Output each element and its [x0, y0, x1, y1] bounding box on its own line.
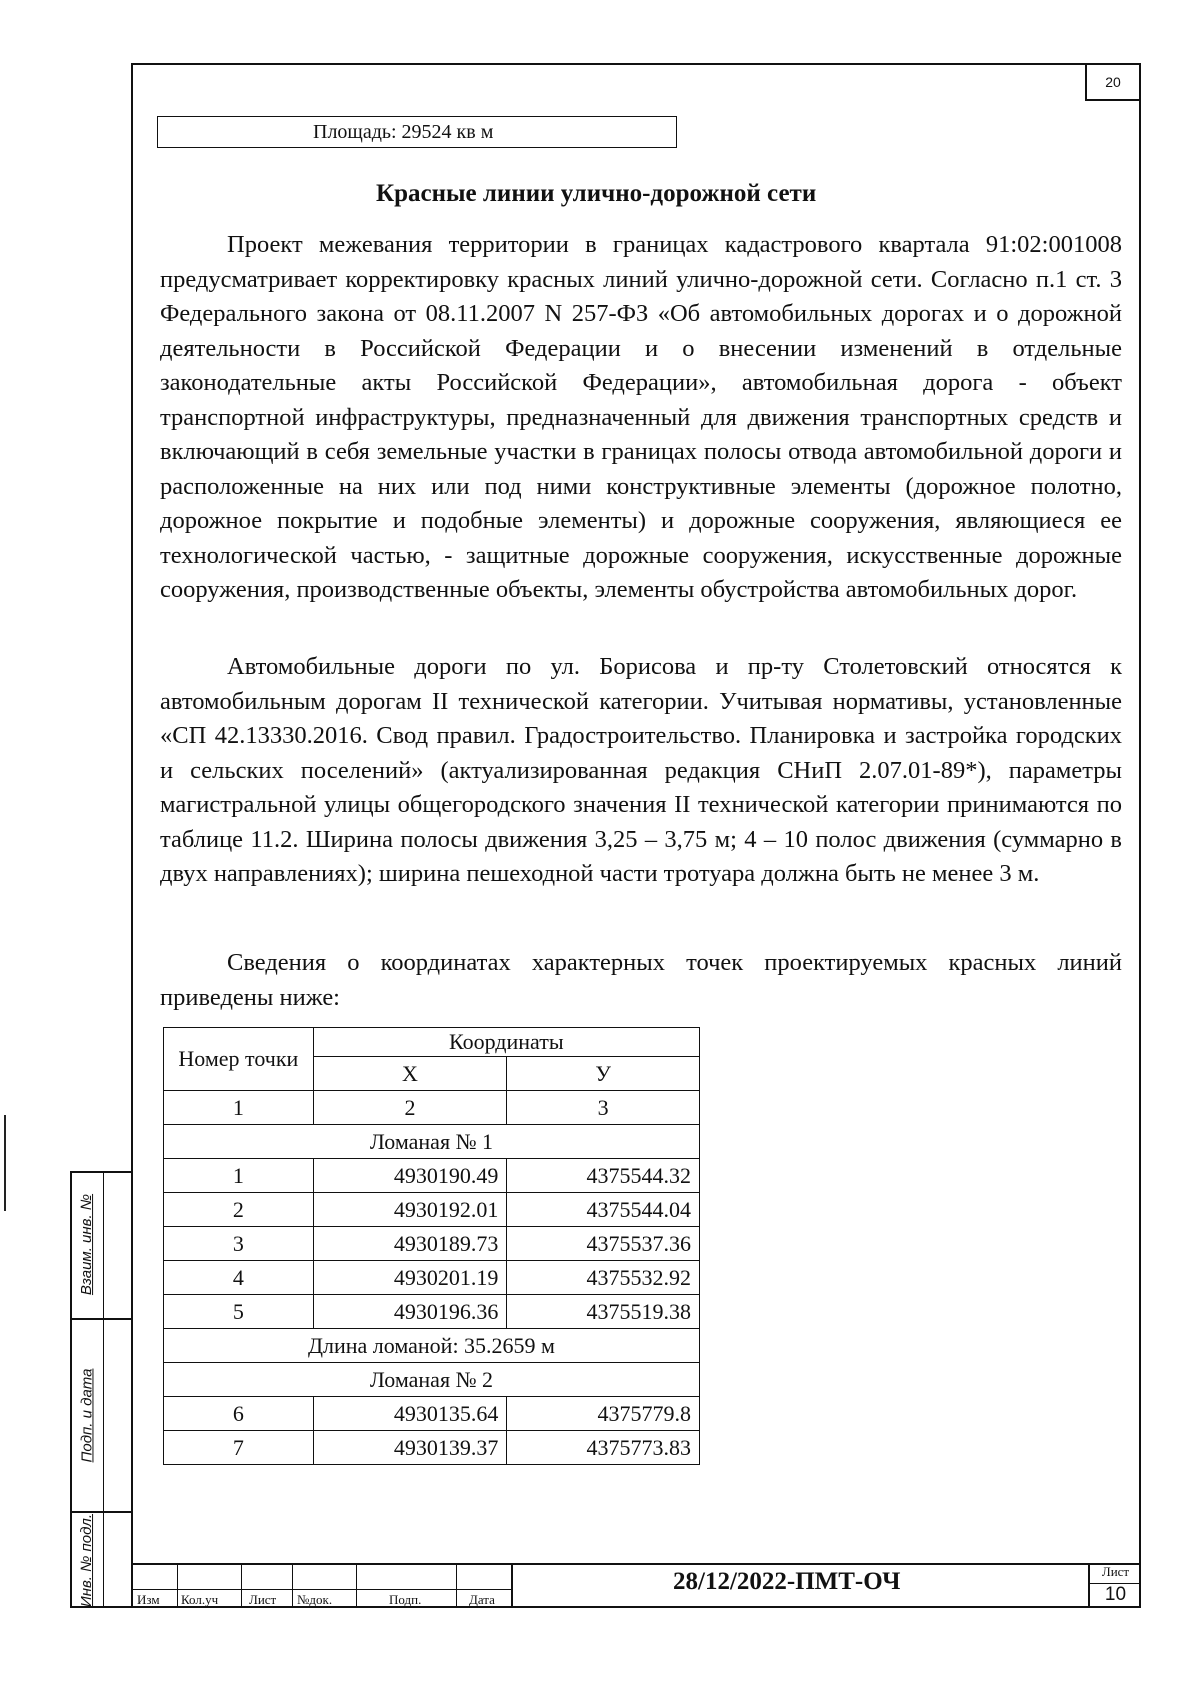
table-row [164, 1295, 700, 1329]
coord-x: 4930190.49 [313, 1159, 507, 1193]
stamp-col-line [456, 1563, 457, 1608]
table-header-row [164, 1028, 700, 1057]
header-y: У [507, 1057, 700, 1091]
column-number: 3 [507, 1091, 700, 1125]
coord-x: 4930139.37 [313, 1431, 507, 1465]
paragraph-1 [160, 228, 1122, 608]
stamp-label-podp: Подп. [389, 1592, 422, 1607]
table-row [164, 1431, 700, 1465]
point-number: 7 [164, 1431, 314, 1465]
stamp-col-line [177, 1563, 178, 1608]
stamp-label-kol-uch: Кол.уч [181, 1592, 219, 1607]
area-label: Площадь: 29524 кв м [157, 116, 677, 148]
stamp-col-line [511, 1563, 513, 1608]
coord-y: 4375779.8 [507, 1397, 700, 1431]
paragraph-3 [160, 946, 1122, 1015]
coord-x: 4930192.01 [313, 1193, 507, 1227]
column-number: 2 [313, 1091, 507, 1125]
header-x: Х [313, 1057, 507, 1091]
header-point-number: Номер точки [164, 1028, 314, 1091]
coordinates-table [163, 1027, 700, 1465]
coord-x: 4930196.36 [313, 1295, 507, 1329]
point-number: 5 [164, 1295, 314, 1329]
cut-mark [4, 1115, 6, 1211]
stamp-label-ndok: №док. [297, 1592, 333, 1607]
title-block [131, 1563, 1141, 1608]
coord-y: 4375537.36 [507, 1227, 700, 1261]
coord-y: 4375773.83 [507, 1431, 700, 1465]
sidebar-label-podp: Подп. и дата [78, 1368, 96, 1463]
sheet-label: Лист [1090, 1564, 1141, 1584]
table-row [164, 1397, 700, 1431]
stamp-label-izm: Изм [137, 1592, 160, 1607]
coord-y: 4375544.04 [507, 1193, 700, 1227]
table-row [164, 1261, 700, 1295]
coord-y: 4375532.92 [507, 1261, 700, 1295]
point-number: 1 [164, 1159, 314, 1193]
column-number: 1 [164, 1091, 314, 1125]
coord-y: 4375544.32 [507, 1159, 700, 1193]
stamp-col-line [241, 1563, 242, 1608]
stamp-label-data: Дата [469, 1592, 495, 1607]
paragraph-3-text: Сведения о координатах характерных точек проектируемых красных линий приведены ниже: [160, 949, 1122, 1011]
sidebar-label-inv: Инв. № подл. [78, 1513, 96, 1608]
table-group-row [164, 1125, 700, 1159]
coord-x: 4930201.19 [313, 1261, 507, 1295]
header-coordinates: Координаты [313, 1028, 699, 1057]
stamp-row-line [131, 1589, 511, 1590]
table-group-row [164, 1329, 700, 1363]
sheet-box [1088, 1563, 1141, 1608]
polyline-1-title: Ломаная № 1 [164, 1125, 700, 1159]
table-row [164, 1193, 700, 1227]
table-column-numbers-row [164, 1091, 700, 1125]
paragraph-2 [160, 650, 1122, 892]
coord-y: 4375519.38 [507, 1295, 700, 1329]
paragraph-1-text: Проект межевания территории в границах кадастрового квартала 91:02:001008 предусматривает корректировку красных линий улично-дорожной сети. Согласно п.1 ст. 3 Федерального закона от 08.11.2007 N 257-ФЗ «Об автомобильных дорогах и о дорожной деятельности в Российской Федерации и о внесении изменений в отдельные законодательные акты Российской Федерации», автомобильная дорога - объект транспортной инфраструктуры, предназначенный для движения транспортных средств и включающий в себя земельные участки в границах полосы отвода автомобильной дороги и расположенные на них или под ними конструктивные элементы (дорожное полотно, дорожное покрытие и подобные элементы) и дорожные сооружения, являющиеся ее технологической частью, - защитные дорожные сооружения, искусственные дорожные сооружения, производственные объекты, элементы обустройства автомобильных дорог. [160, 231, 1122, 603]
polyline-2-title: Ломаная № 2 [164, 1363, 700, 1397]
table-row [164, 1227, 700, 1261]
polyline-1-length: Длина ломаной: 35.2659 м [164, 1329, 700, 1363]
point-number: 6 [164, 1397, 314, 1431]
stamp-col-line [356, 1563, 357, 1608]
table-group-row [164, 1363, 700, 1397]
point-number: 4 [164, 1261, 314, 1295]
stamp-label-list: Лист [249, 1592, 277, 1607]
point-number: 2 [164, 1193, 314, 1227]
section-title: Красные линии улично-дорожной сети [376, 180, 817, 207]
coord-x: 4930189.73 [313, 1227, 507, 1261]
coord-x: 4930135.64 [313, 1397, 507, 1431]
point-number: 3 [164, 1227, 314, 1261]
sidebar-label-vzam: Взаим. инв. № [78, 1193, 96, 1296]
table-row [164, 1159, 700, 1193]
page-number: 20 [1085, 63, 1141, 101]
document-code: 28/12/2022-ПМТ-ОЧ [673, 1568, 901, 1595]
paragraph-2-text: Автомобильные дороги по ул. Борисова и пр-ту Столетовский относятся к автомобильным дорогам II технической категории. Учитывая нормативы, установленные «СП 42.13330.2016. Свод правил. Градостроительство. Планировка и застройка городских и сельских поселений» (актуализированная редакция СНиП 2.07.01-89*), параметры магистральной улицы общегородского значения II технической категории принимаются по таблице 11.2. Ширина полосы движения 3,25 – 3,75 м; 4 – 10 полос движения (суммарно в двух направлениях); ширина пешеходной части тротуара должна быть не менее 3 м. [160, 653, 1122, 887]
stamp-col-line [292, 1563, 293, 1608]
sheet-number: 10 [1104, 1584, 1127, 1605]
